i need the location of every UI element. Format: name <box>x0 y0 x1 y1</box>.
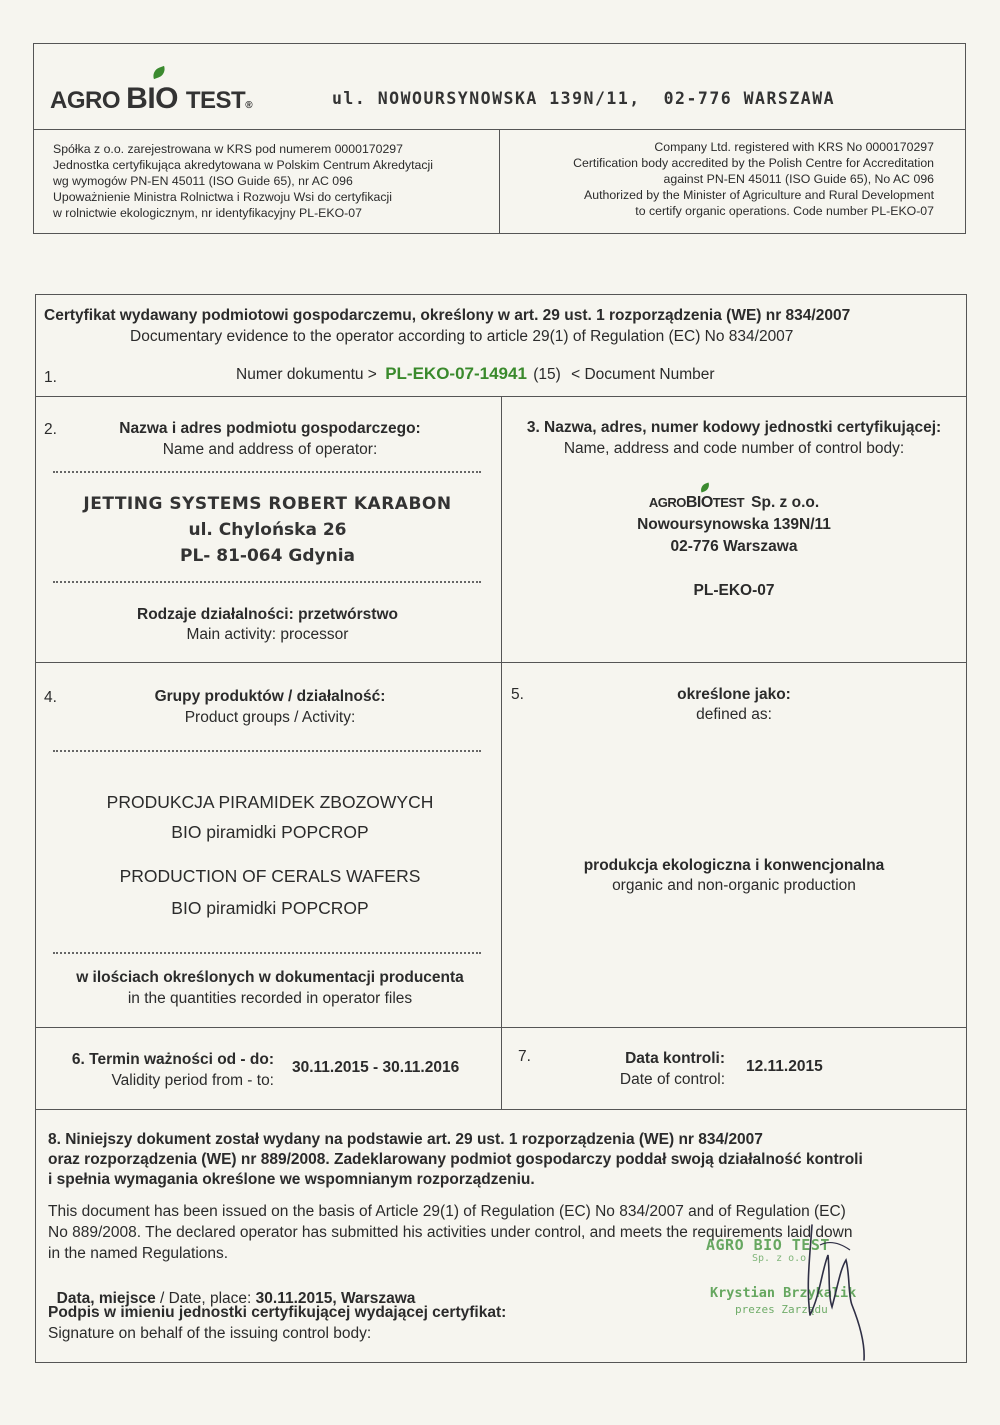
document-number-row <box>236 364 715 384</box>
control-body-name: AGRO BIOTEST Sp. z o.o. <box>503 492 965 514</box>
section-4-number: 4. <box>44 689 57 706</box>
product-pl-sub: BIO piramidki POPCROP <box>171 822 369 842</box>
doc-label-pl: Numer dokumentu > <box>236 366 377 383</box>
section-5-number: 5. <box>511 686 524 703</box>
operator-activity: Rodzaje działalności: przetwórstwo Main activity: processor <box>137 606 398 643</box>
cert-title-pl: Certyfikat wydawany podmiotowi gospodarczemu, określony w art. 29 ust. 1 rozporządzenia (WE) nr 834/2007 <box>44 307 851 324</box>
date-place: Data, miejsce / Date, place: 30.11.2015, Warszawa <box>56 1290 416 1307</box>
quantities-note: w ilościach określonych w dokumentacji producenta in the quantities recorded in operator files <box>76 969 464 1007</box>
header-vertical-divider <box>499 129 500 234</box>
product-pl: PRODUKCJA PIRAMIDEK ZBOZOWYCH <box>106 792 434 812</box>
stamp-sub: Sp. z o.o. <box>752 1253 813 1264</box>
operator-city: PL- 81-064 Gdynia <box>180 546 355 566</box>
document-number: PL-EKO-07-14941 <box>385 364 527 383</box>
control-body-details <box>503 492 965 602</box>
header-logo: AGRO BIO TEST® <box>50 82 252 116</box>
signature-label: Podpis w imieniu jednostki certyfikującej wydającej certyfikat: Signature on behalf of the issuing control body: <box>48 1304 507 1342</box>
stamp-name: Krystian Brzykalik <box>710 1285 857 1301</box>
header-address: ul. NOWOURSYNOWSKA 139N/11, 02-776 WARSZAWA <box>332 89 836 108</box>
divider-after-section-2-3 <box>35 662 967 663</box>
header-pl-info: Spółka z o.o. zarejestrowana w KRS pod numerem 0000170297 Jednostka certyfikująca akredytowana w Polskim Centrum Akredytacji wg wymogów PN-EN 45011 (ISO Guide 65), nr AC 096 Upoważnienie Ministra Rolnictwa i Rozwoju Wsi do certyfikacji w rolnictwie ekologicznym, nr identyfikacyjny PL-EKO-07 <box>53 142 433 220</box>
control-date-value: 12.11.2015 <box>746 1058 823 1075</box>
operator-details <box>40 491 495 569</box>
cert-title-en: Documentary evidence to the operator according to article 29(1) of Regulation (EC) No 834/2007 <box>130 328 794 345</box>
handwritten-signature <box>780 1215 890 1365</box>
operator-street: ul. Chylońska 26 <box>188 520 347 540</box>
doc-label-en: < Document Number <box>571 366 715 383</box>
control-body-code: PL-EKO-07 <box>693 582 775 599</box>
dotted-line <box>53 952 481 954</box>
validity-label: 6. Termin ważności od - do: Validity period from - to: <box>71 1051 274 1089</box>
section-3-title: 3. Nazwa, adres, numer kodowy jednostki certyfikującej: Name, address and code number of control body: <box>526 419 942 457</box>
control-date-label: Data kontroli: Date of control: <box>619 1050 725 1088</box>
dotted-line <box>53 581 481 583</box>
section-5-value: produkcja ekologiczna i konwencjonalna organic and non-organic production <box>583 857 885 894</box>
stamp-role: prezes Zarządu <box>735 1303 828 1316</box>
divider-after-section-6-7 <box>35 1109 967 1110</box>
section-7-number: 7. <box>518 1048 531 1065</box>
stamp-logo: AGRO BIO TEST <box>706 1236 830 1254</box>
dotted-line <box>53 750 481 752</box>
product-en: PRODUCTION OF CERALS WAFERS <box>119 866 421 886</box>
control-body-city: 02-776 Warszawa <box>670 538 798 555</box>
divider-middle-lower <box>501 1027 502 1109</box>
product-groups <box>40 787 500 923</box>
header-en-info: Company Ltd. registered with KRS No 0000170297 Certification body accredited by the Polish Centre for Accreditation against PN-EN 45011 (ISO Guide 65), No AC 096 Authorized by the Minister of Agriculture and Rural Development to certify organic operations. Code number PL-EKO-07 <box>573 140 934 218</box>
product-en-sub: BIO piramidki POPCROP <box>171 898 369 918</box>
section-1-number: 1. <box>44 369 57 386</box>
divider-middle-upper <box>501 396 502 1028</box>
section-2-number: 2. <box>44 421 57 438</box>
section-8-pl: 8. Niniejszy dokument został wydany na podstawie art. 29 ust. 1 rozporządzenia (WE) nr 834/2007 oraz rozporządzenia (WE) nr 889/2008. Zadeklarowany podmiot gospodarczy poddał swoją działalność kontroli i spełnia wymagania określone we wspomnianym rozporządzeniu. <box>48 1131 863 1188</box>
control-body-street: Nowoursynowska 139N/11 <box>637 516 831 533</box>
section-8-en: This document has been issued on the basis of Article 29(1) of Regulation (EC) No 834/2007 and of Regulation (EC) No 889/2008. The declared operator has submitted his activities under control, and meets the requirements laid down in the named Regulations. <box>48 1203 853 1262</box>
doc-suffix: (15) <box>533 366 561 383</box>
validity-value: 30.11.2015 - 30.11.2016 <box>292 1059 460 1076</box>
section-2-title: Nazwa i adres podmiotu gospodarczego: Name and address of operator: <box>119 420 421 458</box>
operator-name: JETTING SYSTEMS ROBERT KARABON <box>83 494 452 514</box>
dotted-line <box>53 471 481 473</box>
section-5-title: określone jako: defined as: <box>677 686 791 723</box>
section-4-title: Grupy produktów / działalność: Product groups / Activity: <box>154 688 386 726</box>
agrobiotest-logo: AGRO BIOTEST <box>649 495 747 510</box>
